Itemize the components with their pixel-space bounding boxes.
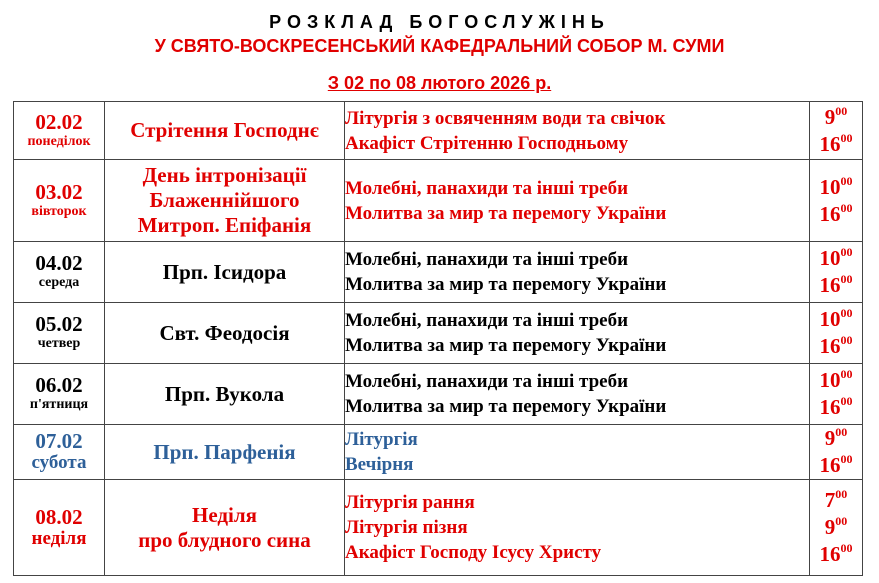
times-cell [810, 480, 863, 576]
services-cell [345, 425, 810, 480]
services-cell [345, 160, 810, 242]
feast-cell [105, 480, 345, 576]
times-cell [810, 242, 863, 303]
service-time [810, 541, 862, 568]
schedule-title: РОЗКЛАД БОГОСЛУЖІНЬ [269, 12, 610, 32]
feast-name: про блудного сина [138, 527, 311, 552]
time-minutes: 00 [835, 487, 848, 501]
service-time [810, 306, 862, 333]
service-time [810, 104, 862, 131]
times-cell [810, 303, 863, 364]
service-name: Молитва за мир та перемогу України [345, 335, 667, 356]
service-name: Молитва за мир та перемогу України [345, 396, 667, 417]
time-hour: 16 [819, 542, 841, 566]
date: 02.02 [35, 109, 83, 134]
date-cell [14, 364, 105, 425]
date-cell [14, 102, 105, 160]
time-hour: 10 [819, 368, 841, 392]
service-name: Літургія пізня [345, 517, 468, 538]
time-hour: 10 [819, 307, 841, 331]
date: 06.02 [35, 373, 83, 397]
feast-cell [105, 102, 345, 160]
service-name: Молитва за мир та перемогу України [345, 202, 667, 224]
schedule-row [14, 242, 863, 303]
time-minutes: 00 [835, 514, 848, 528]
weekday: середа [38, 275, 80, 290]
services-cell [345, 480, 810, 576]
service-name: Літургія [345, 429, 418, 450]
schedule-row [14, 425, 863, 480]
service-name: Літургія з освяченням води та свічок [345, 107, 666, 129]
service-time [810, 272, 862, 299]
time-minutes: 00 [840, 173, 853, 188]
schedule-body [14, 102, 863, 576]
time-hour: 7 [824, 488, 836, 512]
time-hour: 9 [824, 515, 836, 539]
cathedral-name: У СВЯТО-ВОСКРЕСЕНСЬКИЙ КАФЕДРАЛЬНИЙ СОБОР М. СУМИ [154, 36, 725, 56]
feast-name: День інтронізації [142, 163, 307, 187]
feast-name: Стрітення Господнє [130, 118, 319, 142]
service-time [810, 425, 862, 452]
times-cell [810, 364, 863, 425]
service-time [810, 487, 862, 514]
service-name: Молебні, панахиди та інші треби [345, 177, 629, 199]
date: 05.02 [35, 312, 83, 336]
time-hour: 16 [819, 453, 841, 477]
time-hour: 9 [824, 426, 836, 450]
date-cell [14, 480, 105, 576]
service-name: Вечірня [345, 454, 414, 475]
feast-name: Прп. Вукола [164, 381, 285, 406]
time-minutes: 00 [840, 272, 853, 286]
service-name: Літургія рання [345, 492, 475, 513]
times-cell [810, 160, 863, 242]
services-cell [345, 242, 810, 303]
weekday: вівторок [31, 203, 87, 219]
time-hour: 16 [819, 273, 841, 297]
feast-name: Свт. Феодосія [159, 320, 290, 345]
time-hour: 9 [824, 104, 836, 129]
service-name: Молитва за мир та перемогу України [345, 274, 667, 295]
services-cell [345, 364, 810, 425]
service-time [810, 452, 862, 479]
date: 07.02 [35, 429, 83, 453]
feast-name: Прп. Парфенія [153, 439, 296, 464]
time-hour: 10 [819, 174, 841, 199]
services-cell [345, 303, 810, 364]
time-minutes: 00 [840, 394, 853, 408]
time-hour: 16 [819, 395, 841, 419]
date: 03.02 [35, 179, 83, 204]
service-name: Молебні, панахиди та інші треби [345, 310, 629, 331]
time-hour: 16 [819, 201, 841, 226]
schedule-row [14, 160, 863, 242]
schedule-table [13, 101, 863, 576]
times-cell [810, 425, 863, 480]
date: 08.02 [35, 504, 83, 529]
time-hour: 16 [819, 131, 841, 156]
feast-cell [105, 160, 345, 242]
schedule-row [14, 480, 863, 576]
feast-cell [105, 364, 345, 425]
service-time [810, 367, 862, 394]
feast-name: Блаженнійшого [149, 188, 300, 212]
times-cell [810, 102, 863, 160]
service-time [810, 394, 862, 421]
weekday: субота [31, 452, 87, 473]
feast-name: Прп. Ісидора [162, 259, 287, 284]
schedule-row [14, 303, 863, 364]
feast-name: Неділя [192, 502, 257, 527]
feast-cell [105, 303, 345, 364]
time-minutes: 00 [840, 367, 853, 381]
service-name: Акафіст Господу Ісусу Христу [345, 542, 602, 563]
weekday: четвер [37, 336, 81, 351]
time-minutes: 00 [840, 306, 853, 320]
date-cell [14, 303, 105, 364]
time-minutes: 00 [840, 333, 853, 347]
service-name: Молебні, панахиди та інші треби [345, 371, 629, 392]
time-minutes: 00 [840, 452, 853, 466]
weekday: п'ятниця [29, 397, 89, 412]
service-time [810, 131, 862, 158]
service-name: Акафіст Стрітенню Господньому [345, 132, 629, 154]
schedule-row [14, 102, 863, 160]
time-minutes: 00 [840, 245, 853, 259]
schedule-row [14, 364, 863, 425]
service-name: Молебні, панахиди та інші треби [345, 249, 629, 270]
feast-cell [105, 425, 345, 480]
date-cell [14, 242, 105, 303]
weekday: неділя [31, 527, 87, 549]
service-time [810, 514, 862, 541]
weekday: понеділок [27, 133, 91, 149]
feast-cell [105, 242, 345, 303]
date-cell [14, 160, 105, 242]
time-hour: 10 [819, 246, 841, 270]
time-minutes: 00 [835, 103, 848, 118]
service-time [810, 201, 862, 228]
date: 04.02 [35, 251, 83, 275]
time-minutes: 00 [840, 200, 853, 215]
time-minutes: 00 [835, 425, 848, 439]
schedule-period: З 02 по 08 лютого 2026 р. [327, 73, 552, 93]
services-cell [345, 102, 810, 160]
time-minutes: 00 [840, 130, 853, 145]
time-hour: 16 [819, 334, 841, 358]
date-cell [14, 425, 105, 480]
service-time [810, 245, 862, 272]
service-time [810, 333, 862, 360]
service-time [810, 174, 862, 201]
time-minutes: 00 [840, 541, 853, 555]
feast-name: Митроп. Епіфанія [137, 213, 312, 237]
